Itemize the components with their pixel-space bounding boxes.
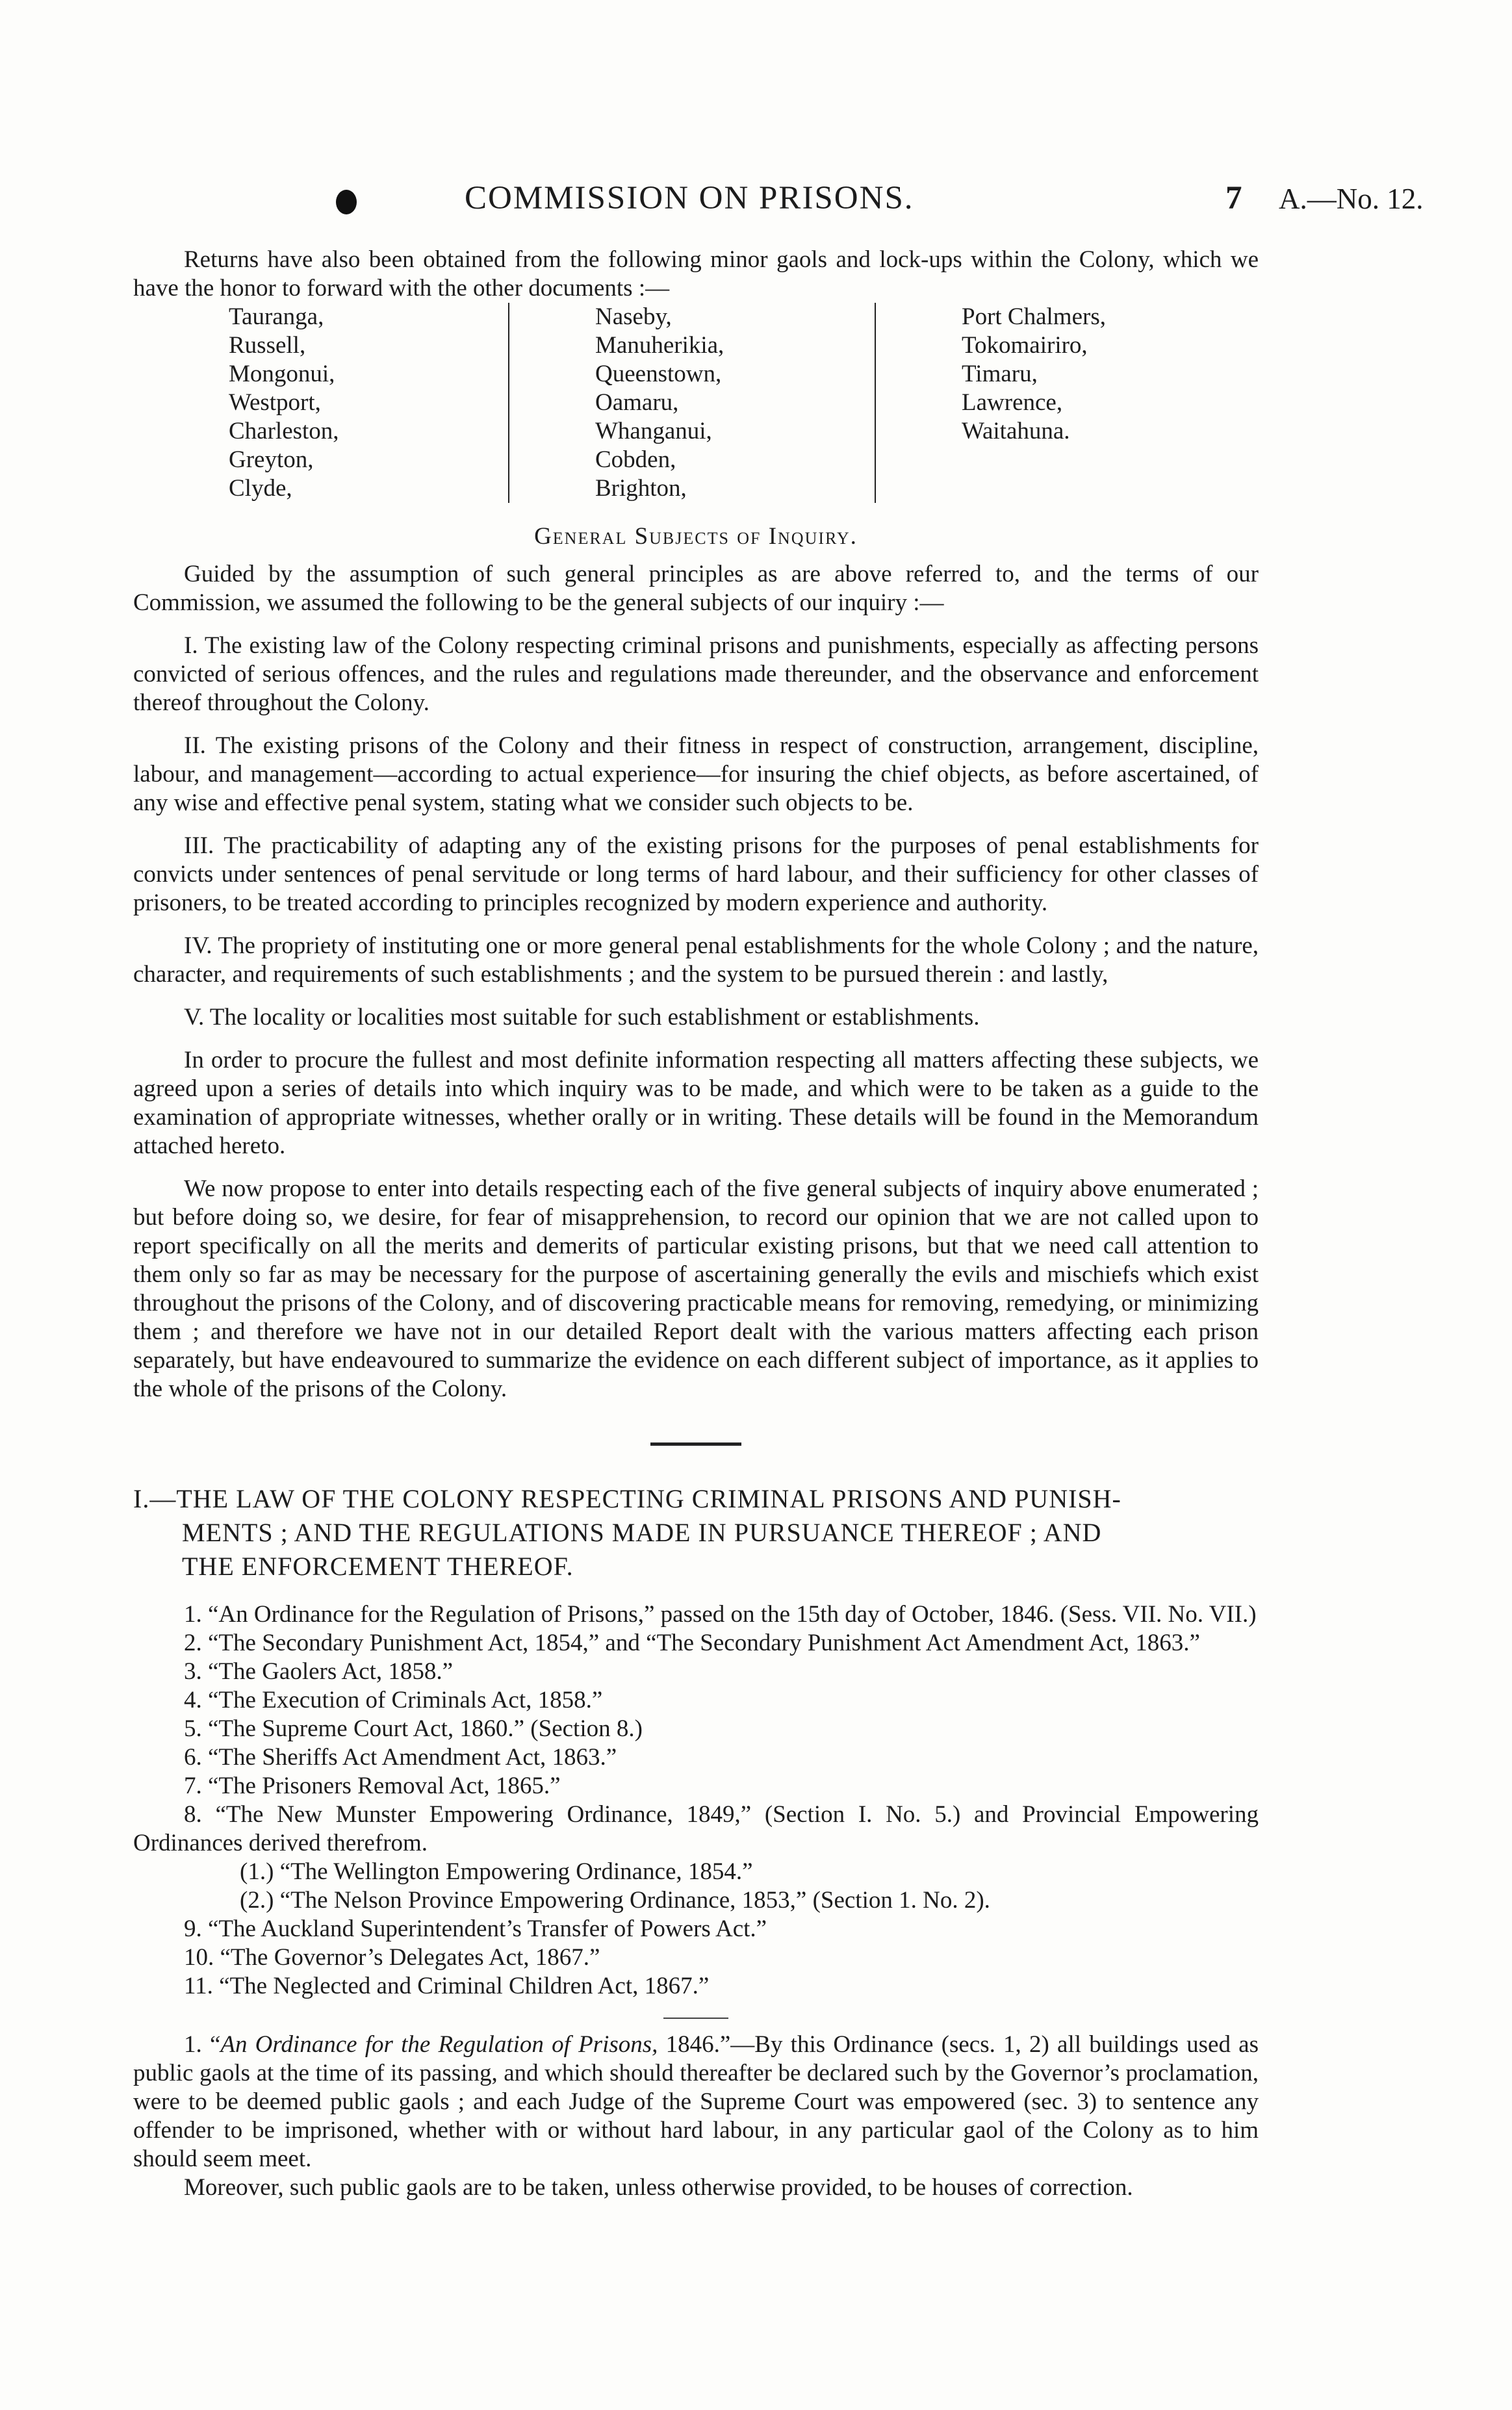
order-paragraph: In order to procure the fullest and most definite information respecting all matters affecting these subjects, we agreed upon a series of details into which inquiry was to be made, and which were to be taken as a guide to the examination of appropriate witnesses, whether orally or in writing. These details will be found in the Memorandum attached hereto. bbox=[133, 1047, 1259, 1159]
act-item: 10. “The Governor’s Delegates Act, 1867.” bbox=[184, 1944, 600, 1971]
section-heading-line-1: I.—THE LAW OF THE COLONY RESPECTING CRIMINAL PRISONS AND PUNISH- bbox=[133, 1484, 1121, 1513]
correction-paragraph: Moreover, such public gaols are to be taken, unless otherwise provided, to be houses of correction. bbox=[184, 2174, 1133, 2201]
sub-act-item: (2.) “The Nelson Province Empowering Ordinance, 1853,” (Section 1. No. 2). bbox=[240, 1887, 990, 1914]
act-item: 7. “The Prisoners Removal Act, 1865.” bbox=[184, 1773, 561, 1799]
running-title: COMMISSION ON PRISONS. bbox=[465, 180, 914, 216]
ordinance-text: 1846.”—By this Ordinance (secs. 1, 2) all buildings used as public gaols at the time of its passing, and which should thereafter be declared such by the Governor’s proclamation, were to be deemed public gaols ; and each Judge of the Supreme Court was empowered (sec. 3) to sentence any offender to be imprisoned, whether with or without hard labour, in any particular gaol of the Colony as to him should seem meet. bbox=[133, 2031, 1259, 2172]
gaol-item: Russell, bbox=[229, 332, 306, 359]
subject-2: II. The existing prisons of the Colony and their fitness in respect of construction, arrangement, discipline, labour, and management—according to actual experience—for insuring the chief objects, as before ascertained, of any wise and effective penal system, stating what we consider such objects to be. bbox=[133, 732, 1259, 816]
page-header bbox=[0, 175, 1512, 227]
ordinance-title: An Ordinance for the Regulation of Prisons, bbox=[220, 2031, 658, 2058]
gaol-item: Tokomairiro, bbox=[962, 332, 1088, 359]
intro-paragraph: Returns have also been obtained from the following minor gaols and lock-ups within the Colony, which we have the honor to forward with the other documents :— bbox=[133, 246, 1259, 301]
page-number: 7 bbox=[1225, 180, 1242, 216]
page-body bbox=[133, 246, 1259, 2202]
gaol-item: Port Chalmers, bbox=[962, 303, 1106, 330]
gaol-item: Manuherikia, bbox=[595, 332, 724, 359]
act-item: 4. “The Execution of Criminals Act, 1858.” bbox=[184, 1687, 603, 1713]
gaol-item: Timaru, bbox=[962, 361, 1038, 387]
gaol-item: Oamaru, bbox=[595, 389, 679, 416]
propose-paragraph: We now propose to enter into details respecting each of the five general subjects of inquiry above enumerated ; but before doing so, we desire, for fear of misapprehension, to record our opinion that we are not called upon to report specifically on all the merits and demerits of particular existing prisons, but that we need call attention to them only so far as may be necessary for the purpose of ascertaining generally the evils and mischiefs which exist throughout the prisons of the Colony, and of discovering practicable means for removing, remedying, or minimizing them ; and therefore we have not in our detailed Report dealt with the various matters affecting each prison separately, but have endeavoured to summarize the evidence on each different subject of importance, as it applies to the whole of the prisons of the Colony. bbox=[133, 1175, 1259, 1402]
gaol-item: Queenstown, bbox=[595, 361, 722, 387]
section-heading-line-3: THE ENFORCEMENT THEREOF. bbox=[182, 1552, 574, 1581]
gaol-item: Brighton, bbox=[595, 475, 687, 502]
act-item: 11. “The Neglected and Criminal Children Act, 1867.” bbox=[184, 1973, 710, 1999]
act-item: 6. “The Sheriffs Act Amendment Act, 1863.” bbox=[184, 1744, 617, 1771]
gaol-item: Clyde, bbox=[229, 475, 292, 502]
subject-3: III. The practicability of adapting any of the existing prisons for the purposes of penal establishments for convicts under sentences of penal servitude or long terms of hard labour, and their sufficiency for other classes of prisoners, to be treated according to principles recognized by modern experience and authority. bbox=[133, 832, 1259, 916]
document-reference: A.—No. 12. bbox=[1279, 183, 1424, 215]
section-heading-line-2: MENTS ; AND THE REGULATIONS MADE IN PURSUANCE THEREOF ; AND bbox=[182, 1518, 1102, 1547]
gaol-column-2 bbox=[508, 303, 875, 503]
gaol-item: Westport, bbox=[229, 389, 321, 416]
section-divider bbox=[650, 1442, 741, 1446]
ordinance-lead: 1. “ bbox=[184, 2031, 221, 2058]
gaol-columns bbox=[214, 303, 1241, 503]
act-item: 5. “The Supreme Court Act, 1860.” (Section 8.) bbox=[184, 1715, 643, 1742]
gaol-item: Whanganui, bbox=[595, 418, 712, 444]
sub-act-item: (1.) “The Wellington Empowering Ordinance, 1854.” bbox=[240, 1858, 753, 1885]
section-subheading: General Subjects of Inquiry. bbox=[534, 523, 858, 550]
gaol-item: Lawrence, bbox=[962, 389, 1063, 416]
subject-1: I. The existing law of the Colony respecting criminal prisons and punishments, especially as affecting persons convicted of serious offences, and the rules and regulations made thereunder, and the observance and enforcement thereof throughout the Colony. bbox=[133, 632, 1259, 716]
thin-divider bbox=[663, 2018, 728, 2019]
act-item: 2. “The Secondary Punishment Act, 1854,” and “The Secondary Punishment Act Amendment Act, 1863.” bbox=[184, 1630, 1200, 1656]
gaol-item: Tauranga, bbox=[229, 303, 324, 330]
act-item: 8. “The New Munster Empowering Ordinance, 1849,” (Section I. No. 5.) and Provincial Empowering Ordinances derived therefrom. bbox=[133, 1801, 1259, 1856]
section-heading bbox=[133, 1482, 1259, 1583]
act-item: 9. “The Auckland Superintendent’s Transfer of Powers Act.” bbox=[184, 1916, 767, 1942]
gaol-item: Naseby, bbox=[595, 303, 672, 330]
ordinance-paragraph bbox=[133, 2031, 1259, 2173]
gaol-item: Greyton, bbox=[229, 446, 314, 473]
gaol-item: Waitahuna. bbox=[962, 418, 1070, 444]
gaol-column-3 bbox=[875, 303, 1241, 503]
act-item: 1. “An Ordinance for the Regulation of Prisons,” passed on the 15th day of October, 1846. (Sess. VII. No. VII.) bbox=[184, 1601, 1257, 1628]
subject-4: IV. The propriety of instituting one or more general penal establishments for the whole Colony ; and the nature, character, and requirements of such establishments ; and the system to be pursued therein : and lastly, bbox=[133, 932, 1259, 988]
bullet-mark bbox=[336, 190, 357, 214]
act-item: 3. “The Gaolers Act, 1858.” bbox=[184, 1658, 454, 1685]
gaol-column-1 bbox=[214, 303, 508, 503]
subject-5: V. The locality or localities most suitable for such establishment or establishments. bbox=[184, 1004, 980, 1031]
gaol-item: Cobden, bbox=[595, 446, 676, 473]
acts-list bbox=[133, 1600, 1259, 2001]
guided-paragraph: Guided by the assumption of such general principles as are above referred to, and the terms of our Commission, we assumed the following to be the general subjects of our inquiry :— bbox=[133, 561, 1259, 616]
gaol-item: Charleston, bbox=[229, 418, 339, 444]
gaol-item: Mongonui, bbox=[229, 361, 335, 387]
